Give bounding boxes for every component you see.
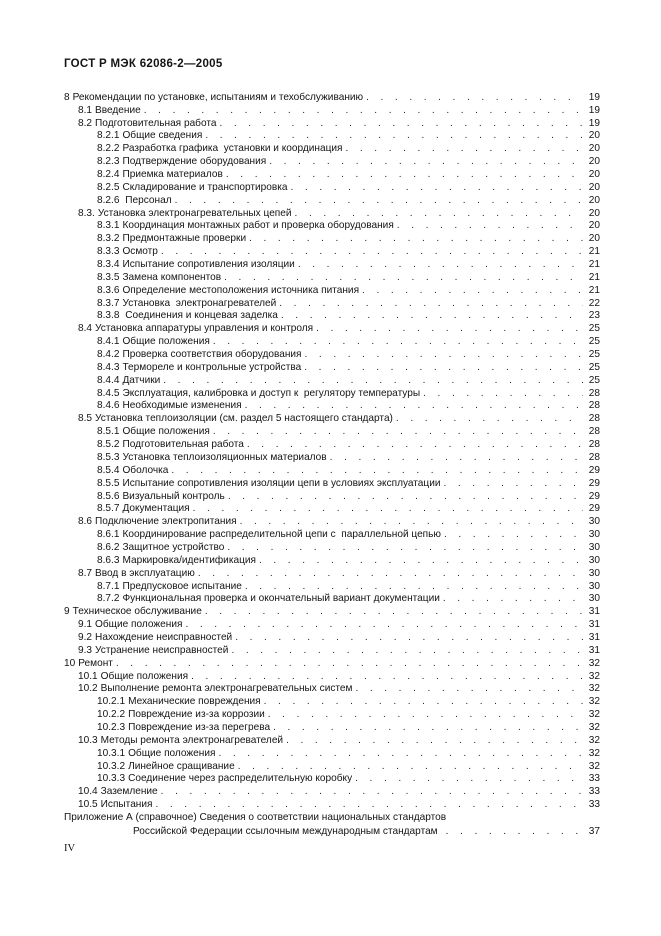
appendix-title-line1: Приложение А (справочное) Сведения о соответствии национальных стандартов xyxy=(64,812,447,824)
toc-entry-number: 10.1 xyxy=(78,670,98,682)
toc-entry-page: 30 xyxy=(588,529,600,541)
toc-entry-title: Оболочка xyxy=(122,464,169,476)
toc-leader-dots xyxy=(161,246,583,258)
toc-entry-page: 30 xyxy=(588,567,600,579)
toc-entry-page: 21 xyxy=(588,271,600,283)
toc-entry-number: 8.5.6 xyxy=(97,490,120,502)
toc-entry[interactable] xyxy=(64,91,600,104)
toc-entry[interactable] xyxy=(64,593,600,606)
toc-entry-number: 8.2.2 xyxy=(97,143,120,155)
toc-entry-page: 25 xyxy=(588,374,600,386)
toc-leader-dots xyxy=(295,208,583,220)
toc-entry-number: 10.3.1 xyxy=(97,747,126,759)
toc-leader-dots xyxy=(191,671,583,683)
toc-leader-dots xyxy=(240,516,583,528)
toc-entry-title: Эксплуатация, калибровка и доступ к регулятору температуры xyxy=(122,387,421,399)
toc-entry-page: 32 xyxy=(588,696,600,708)
toc-entry-page: 28 xyxy=(588,426,600,438)
toc-entry-page: 25 xyxy=(588,361,600,373)
toc-leader-dots xyxy=(163,375,583,387)
toc-entry-title: Ремонт xyxy=(78,657,113,669)
toc-entry-number: 8.2.4 xyxy=(97,169,120,181)
toc-entry-number: 8.6.3 xyxy=(97,554,120,566)
toc-entry-title: Общие положения xyxy=(95,619,183,631)
toc-entry-number: 10.2.3 xyxy=(97,721,126,733)
appendix-page: 37 xyxy=(588,826,600,838)
toc-entry-title: Необходимые изменения xyxy=(122,400,242,412)
toc-entry[interactable] xyxy=(64,322,600,335)
toc-entry-title: Датчики xyxy=(122,374,161,386)
toc-entry-title: Механические повреждения xyxy=(128,696,261,708)
toc-leader-dots xyxy=(423,388,583,400)
toc-entry-title: Установка аппаратуры управления и контроля xyxy=(95,323,314,335)
toc-entry-page: 25 xyxy=(588,336,600,348)
toc-entry-number: 8.5.3 xyxy=(97,451,120,463)
toc-entry[interactable] xyxy=(64,528,600,541)
toc-entry[interactable] xyxy=(64,734,600,747)
toc-entry[interactable] xyxy=(64,541,600,554)
toc-entry-number: 8.5.4 xyxy=(97,464,120,476)
toc-entry-title: Функциональная проверка и окончательный вариант документации xyxy=(122,593,440,605)
toc-leader-dots xyxy=(268,709,583,721)
toc-entry-page: 29 xyxy=(588,503,600,515)
toc-leader-dots xyxy=(304,362,583,374)
toc-entry-number: 10.4 xyxy=(78,786,98,798)
toc-entry-number: 8.7.2 xyxy=(97,593,120,605)
toc-entry-title: Заземление xyxy=(100,786,158,798)
toc-entry[interactable] xyxy=(64,657,600,670)
toc-entry-number: 8.3.2 xyxy=(97,233,120,245)
appendix-title-line2-row xyxy=(64,825,600,838)
toc-entry-title: Установка теплоизоляционных материалов xyxy=(122,451,327,463)
toc-entry-page: 32 xyxy=(588,670,600,682)
toc-entry-number: 8.5 xyxy=(78,413,93,425)
toc-entry[interactable] xyxy=(64,708,600,721)
toc-entry-number: 9.1 xyxy=(78,619,93,631)
toc-entry-number: 8.3.5 xyxy=(97,271,120,283)
toc-entry-title: Линейное сращивание xyxy=(128,760,235,772)
toc-entry[interactable] xyxy=(64,605,600,618)
toc-entry-title: Подготовительная работа xyxy=(95,117,217,129)
toc-leader-dots xyxy=(291,182,583,194)
toc-entry-page: 33 xyxy=(588,786,600,798)
toc-entry[interactable] xyxy=(64,130,600,143)
toc-entry[interactable] xyxy=(64,631,600,644)
toc-entry-page: 33 xyxy=(588,773,600,785)
toc-leader-dots xyxy=(397,220,583,232)
toc-entry[interactable] xyxy=(64,412,600,425)
toc-entry-title: Соединения и концевая заделка xyxy=(122,310,278,322)
toc-entry-number: 8.4.6 xyxy=(97,400,120,412)
toc-entry-title: Термореле и контрольные устройства xyxy=(122,361,302,373)
toc-entry[interactable] xyxy=(64,335,600,348)
toc-entry-title: Выполнение ремонта электронагревательных систем xyxy=(100,683,353,695)
toc-entry[interactable] xyxy=(64,425,600,438)
toc-leader-dots xyxy=(171,465,583,477)
toc-entry-number: 8.5.7 xyxy=(97,503,120,515)
toc-entry[interactable] xyxy=(64,618,600,631)
toc-leader-dots xyxy=(213,426,583,438)
toc-entry-number: 10.2 xyxy=(78,683,98,695)
toc-entry-title: Осмотр xyxy=(122,246,158,258)
toc-appendix-entry[interactable] xyxy=(64,812,600,838)
toc-entry[interactable] xyxy=(64,477,600,490)
toc-entry[interactable] xyxy=(64,207,600,220)
toc-entry-number: 8.3.3 xyxy=(97,246,120,258)
toc-entry-title: Координирование распределительной цепи с параллельной цепью xyxy=(122,529,441,541)
toc-entry-number: 8.2 xyxy=(78,117,93,129)
toc-entry[interactable] xyxy=(64,554,600,567)
toc-entry-page: 20 xyxy=(588,169,600,181)
toc-entry[interactable] xyxy=(64,168,600,181)
toc-leader-dots xyxy=(396,413,583,425)
toc-entry-page: 32 xyxy=(588,709,600,721)
toc-entry-page: 20 xyxy=(588,233,600,245)
toc-entry-title: Ввод в эксплуатацию xyxy=(95,567,195,579)
toc-entry-title: Установка электронагревателей xyxy=(122,297,277,309)
toc-entry-number: 8.2.6 xyxy=(97,194,120,206)
toc-leader-dots xyxy=(366,92,583,104)
toc-entry[interactable] xyxy=(64,683,600,696)
toc-entry[interactable] xyxy=(64,503,600,516)
toc-entry-title: Рекомендации по установке, испытаниям и техобслуживанию xyxy=(72,91,364,103)
toc-leader-dots xyxy=(305,349,584,361)
toc-entry-page: 25 xyxy=(588,323,600,335)
toc-entry[interactable] xyxy=(64,387,600,400)
toc-leader-dots xyxy=(224,272,583,284)
toc-leader-dots xyxy=(279,298,583,310)
toc-leader-dots xyxy=(298,259,583,271)
toc-entry-title: Методы ремонта электронагревателей xyxy=(100,734,284,746)
toc-entry-number: 8.1 xyxy=(78,104,93,116)
toc-entry-title: Подготовительная работа xyxy=(122,439,244,451)
toc-entry-page: 31 xyxy=(588,619,600,631)
toc-entry[interactable] xyxy=(64,747,600,760)
toc-leader-dots xyxy=(175,195,583,207)
toc-entry-number: 8.2.3 xyxy=(97,156,120,168)
toc-entry-number: 10.3.2 xyxy=(97,760,126,772)
toc-entry-number: 10.3.3 xyxy=(97,773,126,785)
toc-entry-title: Разработка графика установки и координация xyxy=(122,143,343,155)
appendix-title-line2: Российской Федерации ссылочным международным стандартам xyxy=(133,826,438,838)
toc-entry-title: Общие положения xyxy=(122,336,210,348)
toc-leader-dots xyxy=(235,632,583,644)
toc-leader-dots xyxy=(286,735,583,747)
toc-entry-page: 30 xyxy=(588,593,600,605)
toc-entry-number: 10 xyxy=(64,657,76,669)
toc-entry-number: 8.5.1 xyxy=(97,426,120,438)
toc-entry-number: 9.2 xyxy=(78,631,93,643)
toc-entry[interactable] xyxy=(64,297,600,310)
toc-entry-number: 8.5.5 xyxy=(97,477,120,489)
toc-entry-title: Повреждение из-за перегрева xyxy=(128,721,271,733)
toc-entry-page: 20 xyxy=(588,194,600,206)
toc-entry[interactable] xyxy=(64,245,600,258)
toc-leader-dots xyxy=(161,786,583,798)
toc-entry-page: 20 xyxy=(588,156,600,168)
toc-leader-dots xyxy=(249,233,583,245)
toc-entry-page: 33 xyxy=(588,799,600,811)
toc-entry[interactable] xyxy=(64,567,600,580)
toc-leader-dots xyxy=(144,105,583,117)
toc-leader-dots xyxy=(185,619,583,631)
toc-entry-number: 8.3.6 xyxy=(97,284,120,296)
toc-entry[interactable] xyxy=(64,515,600,528)
toc-leader-dots xyxy=(205,606,583,618)
toc-leader-dots xyxy=(228,491,583,503)
toc-leader-dots xyxy=(264,696,583,708)
toc-leader-dots xyxy=(213,336,583,348)
toc-entry-number: 8.3.8 xyxy=(97,310,120,322)
toc-entry-title: Введение xyxy=(95,104,141,116)
toc-entry-title: Персонал xyxy=(122,194,172,206)
toc-entry[interactable] xyxy=(64,348,600,361)
toc-entry[interactable] xyxy=(64,361,600,374)
toc-entry-title: Испытание сопротивления изоляции цепи в условиях эксплуатации xyxy=(122,477,441,489)
toc-entry[interactable] xyxy=(64,117,600,130)
toc-leader-dots xyxy=(443,478,583,490)
toc-entry-number: 8.3.1 xyxy=(97,220,120,232)
toc-leader-dots xyxy=(330,452,583,464)
toc-leader-dots xyxy=(446,826,582,838)
toc-leader-dots xyxy=(227,542,583,554)
toc-entry-number: 8.5.2 xyxy=(97,439,120,451)
toc-entry-page: 30 xyxy=(588,516,600,528)
toc-entry-page: 32 xyxy=(588,760,600,772)
document-header: ГОСТ Р МЭК 62086-2—2005 xyxy=(64,58,223,70)
toc-entry-number: 10.2.1 xyxy=(97,696,126,708)
toc-entry-title: Подключение электропитания xyxy=(95,516,237,528)
toc-entry[interactable] xyxy=(64,104,600,117)
toc-entry-page: 19 xyxy=(588,117,600,129)
toc-entry-page: 20 xyxy=(588,181,600,193)
toc-entry[interactable] xyxy=(64,232,600,245)
toc-entry-number: 10.5 xyxy=(78,799,98,811)
toc-entry-page: 21 xyxy=(588,284,600,296)
toc-entry-number: 8.4 xyxy=(78,323,93,335)
toc-leader-dots xyxy=(362,285,583,297)
toc-entry[interactable] xyxy=(64,310,600,323)
toc-entry[interactable] xyxy=(64,181,600,194)
toc-entry[interactable] xyxy=(64,798,600,811)
toc-leader-dots xyxy=(355,683,583,695)
toc-leader-dots xyxy=(245,400,583,412)
toc-entry-page: 28 xyxy=(588,400,600,412)
toc-entry-page: 31 xyxy=(588,606,600,618)
toc-entry[interactable] xyxy=(64,220,600,233)
toc-entry-number: 8.3.7 xyxy=(97,297,120,309)
toc-entry-page: 20 xyxy=(588,143,600,155)
toc-entry[interactable] xyxy=(64,464,600,477)
toc-entry[interactable] xyxy=(64,760,600,773)
toc-entry-title: Установка теплоизоляции (см. раздел 5 настоящего стандарта) xyxy=(95,413,393,425)
toc-entry[interactable] xyxy=(64,785,600,798)
toc-entry-page: 32 xyxy=(588,747,600,759)
toc-entry[interactable] xyxy=(64,438,600,451)
toc-entry-page: 19 xyxy=(588,104,600,116)
toc-entry-title: Общие положения xyxy=(100,670,189,682)
toc-entry-page: 30 xyxy=(588,554,600,566)
toc-entry-number: 9.3 xyxy=(78,644,93,656)
toc-entry-title: Визуальный контроль xyxy=(122,490,225,502)
toc-entry-number: 8.7.1 xyxy=(97,580,120,592)
toc-entry-title: Общие положения xyxy=(122,426,210,438)
toc-leader-dots xyxy=(443,593,583,605)
toc-leader-dots xyxy=(155,799,583,811)
toc-entry-page: 30 xyxy=(588,580,600,592)
toc-entry-title: Подтверждение оборудования xyxy=(122,156,267,168)
toc-entry-title: Приемка материалов xyxy=(122,169,223,181)
toc-leader-dots xyxy=(219,118,583,130)
toc-entry-number: 8.4.5 xyxy=(97,387,120,399)
toc-entry-title: Общие сведения xyxy=(122,130,203,142)
toc-entry-number: 8.6.1 xyxy=(97,529,120,541)
toc-entry-title: Складирование и транспортировка xyxy=(122,181,288,193)
toc-entry[interactable] xyxy=(64,451,600,464)
page-number: IV xyxy=(64,843,76,854)
toc-entry-number: 8.3.4 xyxy=(97,259,120,271)
toc-entry-title: Координация монтажных работ и проверка оборудования xyxy=(122,220,394,232)
toc-entry[interactable] xyxy=(64,644,600,657)
toc-entry-page: 28 xyxy=(588,451,600,463)
toc-leader-dots xyxy=(116,658,583,670)
toc-entry[interactable] xyxy=(64,194,600,207)
toc-leader-dots xyxy=(226,169,583,181)
toc-entry-page: 31 xyxy=(588,644,600,656)
toc-entry-number: 10.3 xyxy=(78,734,98,746)
toc-entry-page: 20 xyxy=(588,130,600,142)
toc-entry-page: 28 xyxy=(588,439,600,451)
toc-entry-number: 8.4.1 xyxy=(97,336,120,348)
toc-entry-page: 32 xyxy=(588,657,600,669)
toc-entry-number: 8.3. xyxy=(78,207,95,219)
toc-entry[interactable] xyxy=(64,142,600,155)
toc-entry-page: 22 xyxy=(588,297,600,309)
toc-entry-page: 29 xyxy=(588,477,600,489)
toc-leader-dots xyxy=(231,645,583,657)
toc-leader-dots xyxy=(269,156,583,168)
toc-entry[interactable] xyxy=(64,670,600,683)
toc-entry[interactable] xyxy=(64,155,600,168)
toc-entry-number: 8.2.5 xyxy=(97,181,120,193)
toc-entry[interactable] xyxy=(64,580,600,593)
toc-leader-dots xyxy=(247,439,583,451)
toc-entry-number: 8 xyxy=(64,91,70,103)
toc-entry-page: 32 xyxy=(588,721,600,733)
toc-entry-page: 28 xyxy=(588,413,600,425)
toc-entry-page: 20 xyxy=(588,207,600,219)
toc-entry-page: 23 xyxy=(588,310,600,322)
toc-entry-page: 32 xyxy=(588,734,600,746)
toc-entry-title: Общие положения xyxy=(128,747,216,759)
toc-entry-title: Маркировка/идентификация xyxy=(122,554,256,566)
toc-entry-page: 25 xyxy=(588,349,600,361)
toc-entry-title: Техническое обслуживание xyxy=(72,606,202,618)
toc-entry-page: 29 xyxy=(588,464,600,476)
toc-entry-number: 8.6 xyxy=(78,516,93,528)
toc-entry-title: Соединение через распределительную коробку xyxy=(128,773,353,785)
toc-entry-number: 10.2.2 xyxy=(97,709,126,721)
toc-entry-title: Предпусковое испытание xyxy=(122,580,242,592)
toc-entry-title: Испытания xyxy=(100,799,153,811)
toc-entry-page: 21 xyxy=(588,246,600,258)
toc-leader-dots xyxy=(245,581,583,593)
toc-entry-title: Нахождение неисправностей xyxy=(95,631,233,643)
toc-entry-page: 21 xyxy=(588,259,600,271)
toc-entry[interactable] xyxy=(64,258,600,271)
toc-entry-number: 9 xyxy=(64,606,70,618)
toc-leader-dots xyxy=(193,503,583,515)
toc-leader-dots xyxy=(259,555,583,567)
toc-entry-page: 19 xyxy=(588,91,600,103)
toc-entry[interactable] xyxy=(64,400,600,413)
toc-entry-title: Замена компонентов xyxy=(122,271,222,283)
toc-entry-number: 8.4.4 xyxy=(97,374,120,386)
toc-entry-title: Устранение неисправностей xyxy=(95,644,229,656)
toc-entry-number: 8.7 xyxy=(78,567,93,579)
toc-entry-number: 8.2.1 xyxy=(97,130,120,142)
toc-entry-page: 29 xyxy=(588,490,600,502)
toc-entry[interactable] xyxy=(64,374,600,387)
toc-leader-dots xyxy=(345,143,583,155)
toc-entry-title: Защитное устройство xyxy=(122,541,225,553)
toc-entry-page: 30 xyxy=(588,541,600,553)
toc-entry[interactable] xyxy=(64,695,600,708)
toc-entry[interactable] xyxy=(64,773,600,786)
toc-entry-title: Проверка соответствия оборудования xyxy=(122,349,302,361)
toc-entry-title: Предмонтажные проверки xyxy=(122,233,247,245)
toc-leader-dots xyxy=(218,748,583,760)
toc-entry-title: Установка электронагревательных цепей xyxy=(97,207,292,219)
toc-entry-page: 32 xyxy=(588,683,600,695)
toc-entry-number: 8.6.2 xyxy=(97,541,120,553)
toc-entry[interactable] xyxy=(64,284,600,297)
toc-entry-page: 31 xyxy=(588,631,600,643)
toc-entry-title: Определение местоположения источника питания xyxy=(122,284,360,296)
table-of-contents xyxy=(64,91,600,838)
toc-entry-number: 8.4.3 xyxy=(97,361,120,373)
toc-leader-dots xyxy=(281,310,583,322)
toc-entry-number: 8.4.2 xyxy=(97,349,120,361)
toc-leader-dots xyxy=(238,761,583,773)
toc-leader-dots xyxy=(205,130,583,142)
toc-entry-page: 20 xyxy=(588,220,600,232)
toc-entry-title: Испытание сопротивления изоляции xyxy=(122,259,295,271)
toc-entry[interactable] xyxy=(64,490,600,503)
toc-leader-dots xyxy=(355,773,583,785)
toc-leader-dots xyxy=(444,529,583,541)
toc-leader-dots xyxy=(198,568,583,580)
toc-leader-dots xyxy=(316,323,583,335)
toc-entry[interactable] xyxy=(64,271,600,284)
toc-entry-page: 28 xyxy=(588,387,600,399)
toc-entry-title: Повреждение из-за коррозии xyxy=(128,709,265,721)
toc-entry-title: Документация xyxy=(122,503,190,515)
toc-entry[interactable] xyxy=(64,721,600,734)
toc-leader-dots xyxy=(273,722,583,734)
